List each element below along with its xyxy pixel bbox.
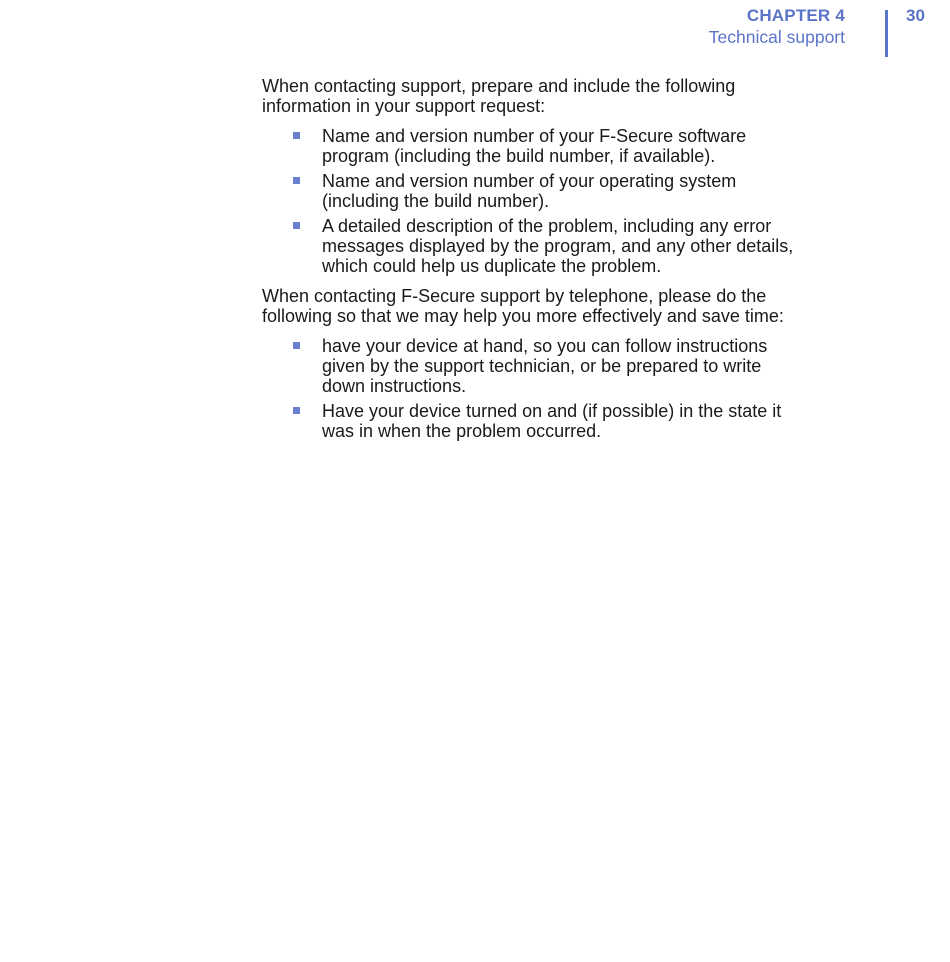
list-item-text: Name and version number of your operating system (including the build number). — [322, 171, 737, 211]
list-item — [262, 171, 807, 211]
bullet-square-icon — [293, 222, 300, 229]
list-item-text: Have your device turned on and (if possible) in the state it was in when the problem occurred. — [322, 401, 782, 441]
list-item — [262, 401, 807, 441]
list-item — [262, 126, 807, 166]
support-info-list — [262, 126, 807, 276]
bullet-square-icon — [293, 342, 300, 349]
bullet-square-icon — [293, 132, 300, 139]
list-item-text: Name and version number of your F-Secure software program (including the build number, if available). — [322, 126, 747, 166]
list-item-text: have your device at hand, so you can follow instructions given by the support technician, or be prepared to write down instructions. — [322, 336, 768, 396]
running-header — [709, 6, 845, 47]
list-item — [262, 216, 807, 276]
chapter-title: Technical support — [708, 27, 845, 47]
header-divider — [885, 10, 888, 57]
page-number: 30 — [906, 6, 925, 25]
list-item-text: A detailed description of the problem, including any error messages displayed by the program, and any other details, which could help us duplicate the problem. — [322, 216, 794, 276]
main-content — [262, 76, 807, 451]
page-header — [0, 0, 950, 60]
chapter-label: CHAPTER 4 — [746, 6, 845, 25]
telephone-paragraph: When contacting F-Secure support by telephone, please do the following so that we may help you more effectively and save time: — [262, 286, 784, 326]
list-item — [262, 336, 807, 396]
telephone-tips-list — [262, 336, 807, 441]
bullet-square-icon — [293, 177, 300, 184]
intro-paragraph: When contacting support, prepare and include the following information in your support request: — [262, 76, 736, 116]
bullet-square-icon — [293, 407, 300, 414]
